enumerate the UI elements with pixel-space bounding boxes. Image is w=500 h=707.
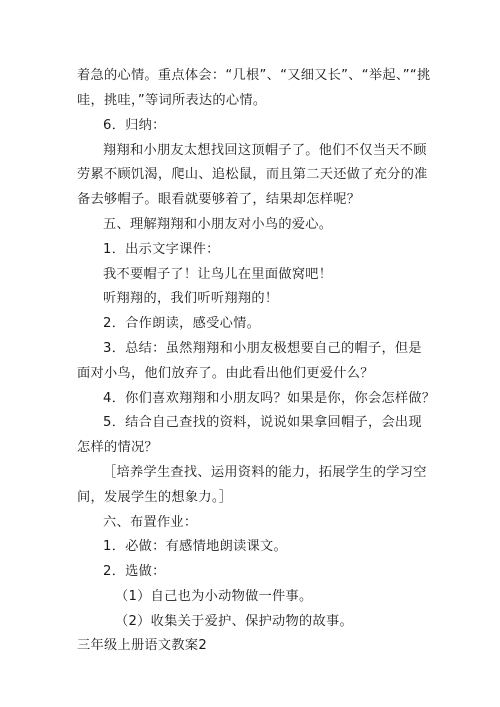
text-line: 面对小鸟，他们放弃了。由此看出他们更爱什么？ <box>77 366 374 381</box>
text-line: 翔翔和小朋友太想找回这顶帽子了。他们不仅当天不顾 <box>103 143 427 158</box>
sub-list-item: （2）收集关于爱护、保护动物的故事。 <box>115 614 353 629</box>
list-item: 2．合作朗读，感受心情。 <box>103 316 261 331</box>
list-item: 3．总结：虽然翔翔和小朋友极想要自己的帽子，但是 <box>103 341 422 356</box>
list-item: 4．你们喜欢翔翔和小朋友吗？如果是你，你会怎样做？ <box>103 391 436 406</box>
list-item: 1．出示文字课件： <box>103 242 220 257</box>
text-line: 间，发展学生的想象力。］ <box>77 490 233 505</box>
list-item: 2．选做： <box>103 564 166 579</box>
section-heading: 五、理解翔翔和小朋友对小鸟的爱心。 <box>103 217 333 232</box>
list-item: 1．必做：有感情地朗读课文。 <box>103 539 288 554</box>
text-line: 着急的心情。重点体会：“几根”、“又细又长”、“举起、”“挑 <box>77 68 431 83</box>
list-item: 5．结合自己查找的资料，说说如果拿回帽子，会出现 <box>103 415 422 430</box>
text-line: 劳累不顾饥渴，爬山、追松鼠，而且第二天还做了充分的准 <box>77 167 428 182</box>
sub-list-item: （1）自己也为小动物做一件事。 <box>115 589 313 604</box>
document-title: 三年级上册语文教案2 <box>77 638 208 653</box>
bracket-note: ［培养学生查找、运用资料的能力，拓展学生的学习空 <box>103 465 427 480</box>
section-heading: 六、布置作业： <box>103 515 198 530</box>
section-heading: 6．归纳： <box>103 118 166 133</box>
text-line: 听翔翔的，我们听听翔翔的！ <box>103 291 279 306</box>
text-line: 哇，挑哇，”等词所表达的心情。 <box>77 93 267 108</box>
text-line: 我不要帽子了！让鸟儿在里面做窝吧！ <box>103 267 333 282</box>
text-line: 怎样的情况？ <box>77 440 158 455</box>
text-line: 备去够帽子。眼看就要够着了，结果却怎样呢？ <box>77 192 361 207</box>
